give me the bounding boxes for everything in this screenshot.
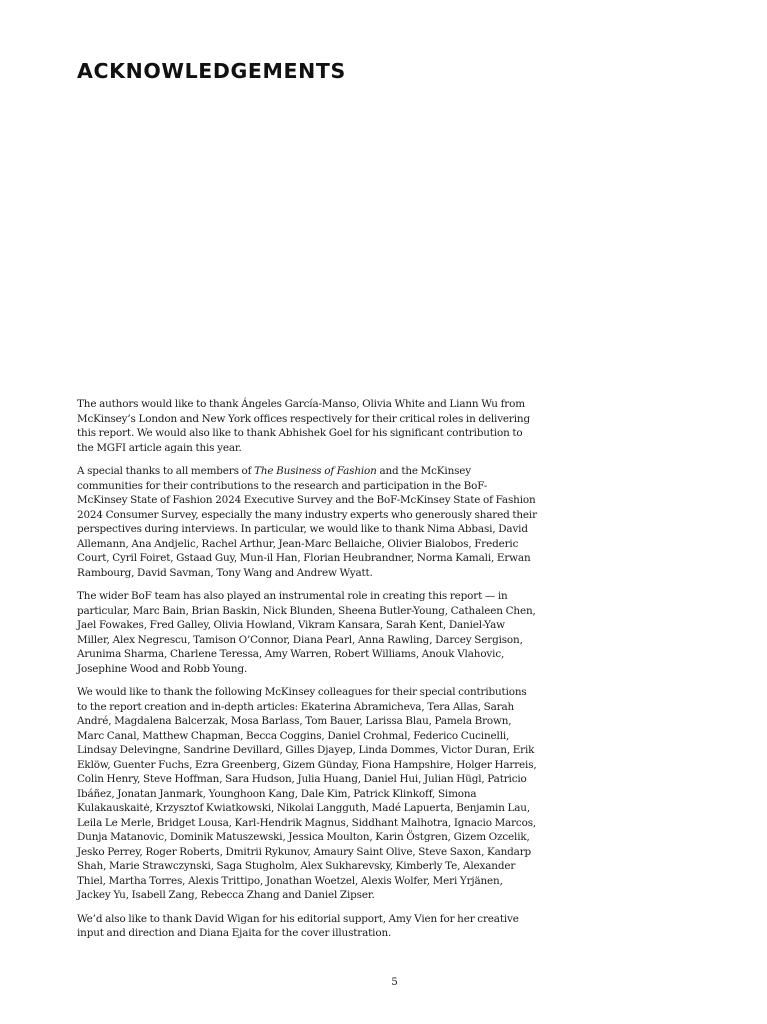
acknowledgements-body (77, 397, 537, 950)
paragraph-authors-thanks: The authors would like to thank Ángeles García-Manso, Olivia White and Liann Wu from McKinsey’s London and New York offices respectively for their critical roles in delivering this report. We would also like to thank Abhishek Goel for his significant contribution to the MGFI article again this year. (77, 398, 530, 454)
paragraph-special-thanks-lead: A special thanks to all members of (77, 465, 255, 477)
publication-name: The Business of Fashion (254, 465, 377, 477)
page-number: 5 (391, 977, 398, 988)
page-title: ACKNOWLEDGEMENTS (77, 59, 346, 83)
paragraph-bof-team: The wider BoF team has also played an instrumental role in creating this report — in particular, Marc Bain, Brian Baskin, Nick Blunden, Sheena Butler-Young, Cathaleen Chen, Jael Fowakes, Fred Galley, Olivia Howland, Vikram Kansara, Sarah Kent, Daniel-Yaw Miller, Alex Negrescu, Tamison O’Connor, Diana Pearl, Anna Rawling, Darcey Sergison, Arunima Sharma, Charlene Teressa, Amy Warren, Robert Williams, Anouk Vlahovic, Josephine Wood and Robb Young. (77, 590, 536, 675)
paragraph-special-thanks (77, 464, 537, 580)
paragraph-special-thanks-rest: and the McKinsey communities for their contributions to the research and participation in the BoF-McKinsey State of Fashion 2024 Executive Survey and the BoF-McKinsey State of Fashion 2024 Consumer Survey, especially the many industry experts who generously shared their perspectives during interviews. In particular, we would like to thank Nima Abbasi, David Allemann, Ana Andjelic, Rachel Arthur, Jean-Marc Bellaiche, Olivier Bialobos, Frederic Court, Cyril Foiret, Gstaad Guy, Mun-il Han, Florian Heubrandner, Norma Kamali, Erwan Rambourg, David Savman, Tony Wang and Andrew Wyatt. (77, 465, 537, 579)
paragraph-editorial-support: We’d also like to thank David Wigan for his editorial support, Amy Vien for her creative input and direction and Diana Ejaita for the cover illustration. (77, 912, 519, 939)
paragraph-mckinsey-colleagues: We would like to thank the following McKinsey colleagues for their special contributions to the report creation and in-depth articles: Ekaterina Abramicheva, Tera Allas, Sarah André, Magdalena Balcerzak, Mosa Barlass, Tom Bauer, Larissa Blau, Pamela Brown, Marc Canal, Matthew Chapman, Becca Coggins, Daniel Crohmal, Federico Cucinelli, Lindsay Delevingne, Sandrine Devillard, Gilles Djayep, Linda Dommes, Victor Duran, Erik Eklöw, Guenter Fuchs, Ezra Greenberg, Gizem Günday, Fiona Hampshire, Holger Harreis, Colin Henry, Steve Hoffman, Sara Hudson, Julia Huang, Daniel Hui, Julian Hügl, Patricio Ibáñez, Jonatan Janmark, Younghoon Kang, Dale Kim, Patrick Klinkoff, Simona Kulakauskaitė, Krzysztof Kwiatkowski, Nikolai Langguth, Madé Lapuerta, Benjamin Lau, Leila Le Merle, Bridget Lousa, Karl-Hendrik Magnus, Siddhant Malhotra, Ignacio Marcos, Dunja Matanovic, Dominik Matuszewski, Jessica Moulton, Karin Östgren, Gizem Ozcelik, Jesko Perrey, Roger Roberts, Dmitrii Rykunov, Amaury Saint Olive, Steve Saxon, Kandarp Shah, Marie Strawczynski, Saga Stugholm, Alex Sukharevsky, Kimberly Te, Alexander Thiel, Martha Torres, Alexis Trittipo, Jonathan Woetzel, Alexis Wolfer, Meri Yrjänen, Jackey Yu, Isabell Zang, Rebecca Zhang and Daniel Zipser. (77, 686, 537, 901)
